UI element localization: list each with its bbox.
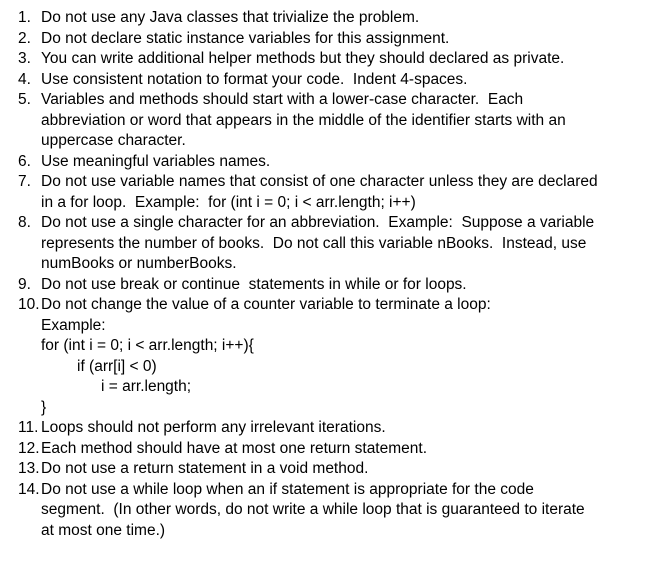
rule-item-10 xyxy=(0,295,663,418)
rule-item-11 xyxy=(0,418,663,439)
rule-text: Variables and methods should start with a lower-case character. Each xyxy=(41,91,524,108)
rule-number: 14. xyxy=(18,480,40,498)
rule-item-6 xyxy=(0,152,663,173)
rule-text: Each method should have at most one return statement. xyxy=(41,439,428,457)
rule-text: Do not use any Java classes that trivialize the problem. xyxy=(41,9,420,26)
rule-text: in a for loop. Example: for (int i = 0; i < arr.length; i++) xyxy=(41,193,416,211)
rule-text: You can write additional helper methods but they should declared as private. xyxy=(41,50,565,67)
rule-number: 11. xyxy=(18,419,39,436)
rule-item-14 xyxy=(0,480,663,542)
code-line-for: for (int i = 0; i < arr.length; i++){ xyxy=(41,337,254,354)
rule-text: Do not use a return statement in a void method. xyxy=(41,460,369,477)
rule-item-7 xyxy=(0,172,663,213)
rule-text: Do not use break or continue statements in while or for loops. xyxy=(41,275,467,293)
rule-number: 3. xyxy=(18,50,31,67)
rule-item-5 xyxy=(0,90,663,152)
rule-text: Loops should not perform any irrelevant iterations. xyxy=(41,419,386,436)
code-line-close: } xyxy=(41,398,47,416)
rule-number: 10. xyxy=(18,296,40,313)
rule-number: 9. xyxy=(18,275,31,293)
rule-number: 7. xyxy=(18,173,31,190)
rule-text: segment. (In other words, do not write a while loop that is guaranteed to iterate xyxy=(41,501,585,518)
rule-text: numBooks or numberBooks. xyxy=(41,255,237,272)
rule-number: 1. xyxy=(18,9,31,26)
rule-number: 5. xyxy=(18,91,31,108)
rules-list xyxy=(0,8,663,541)
rule-item-4 xyxy=(0,70,663,91)
rule-item-9 xyxy=(0,275,663,296)
rule-text: Use meaningful variables names. xyxy=(41,152,271,170)
rule-text: represents the number of books. Do not call this variable nBooks. Instead, use xyxy=(41,234,587,252)
rule-number: 4. xyxy=(18,70,31,88)
rule-item-1 xyxy=(0,8,663,29)
rule-number: 2. xyxy=(18,29,31,47)
rule-text: Do not use a while loop when an if statement is appropriate for the code xyxy=(41,480,534,498)
rule-item-12 xyxy=(0,439,663,460)
rule-number: 8. xyxy=(18,214,31,231)
rule-text: at most one time.) xyxy=(41,521,166,539)
rule-number: 13. xyxy=(18,460,40,477)
rule-text: uppercase character. xyxy=(41,132,186,149)
code-line-assign: i = arr.length; xyxy=(101,378,192,395)
rule-item-13 xyxy=(0,459,663,480)
rule-item-3 xyxy=(0,49,663,70)
rule-text: Do not use variable names that consist of one character unless they are declared xyxy=(41,173,598,190)
rule-text: Do not change the value of a counter variable to terminate a loop: xyxy=(41,296,491,313)
rule-number: 12. xyxy=(18,439,40,457)
example-label: Example: xyxy=(41,316,106,334)
rule-text: abbreviation or word that appears in the middle of the identifier starts with an xyxy=(41,111,566,129)
rule-number: 6. xyxy=(18,152,31,170)
rule-item-8 xyxy=(0,213,663,275)
rule-item-2 xyxy=(0,29,663,50)
rule-text: Do not declare static instance variables for this assignment. xyxy=(41,29,450,47)
rule-text: Do not use a single character for an abbreviation. Example: Suppose a variable xyxy=(41,214,595,231)
code-line-if: if (arr[i] < 0) xyxy=(77,357,157,375)
rule-text: Use consistent notation to format your code. Indent 4-spaces. xyxy=(41,70,468,88)
